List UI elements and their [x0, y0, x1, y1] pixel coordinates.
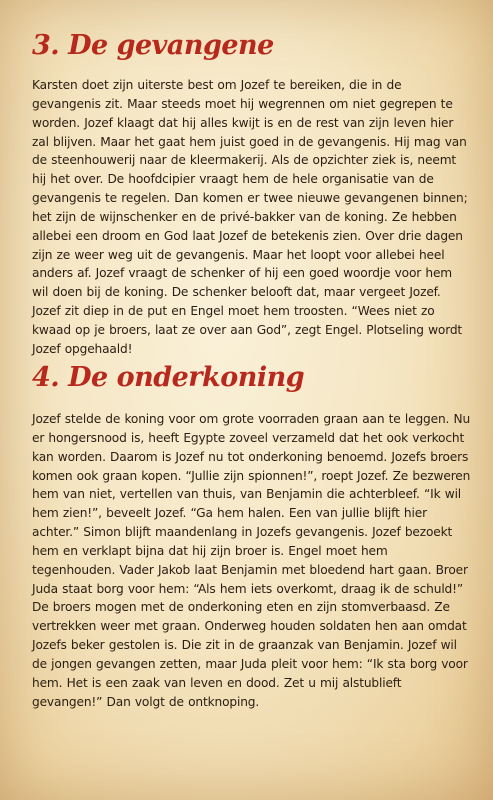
section-de-gevangene [32, 30, 472, 359]
section-heading: 4. De onderkoning [32, 362, 305, 393]
section-heading: 3. De gevangene [32, 30, 274, 61]
section-body-text: Karsten doet zijn uiterste best om Jozef te bereiken, die in de gevangenis zit. Maar steeds moet hij wegrennen om niet gegrepen te worden. Jozef klaagt dat hij alles kwijt is en de rest van zijn leven hier zal blijven. Maar het gaat hem juist goed in de gevangenis. Hij mag van de steenhouwerij naar de kleermakerij. Als de opzichter ziek is, neemt hij het over. De hoofdcipier vraagt hem de hele organisatie van de gevangenis te regelen. Dan komen er twee nieuwe gevangenen binnen; het zijn de wijnschenker en de privé-bakker van de koning. Ze hebben allebei een droom en God laat Jozef de betekenis zien. Over drie dagen zijn ze weer weg uit de gevangenis. Maar het loopt voor allebei heel anders af. Jozef vraagt de schenker of hij een goed woordje voor hem wil doen bij de koning. De schenker belooft dat, maar vergeet Jozef. Jozef zit diep in de put en Engel moet hem troosten. “Wees niet zo kwaad op je broers, laat ze over aan God”, zegt Engel. Plotseling wordt Jozef opgehaald! [32, 78, 468, 356]
section-body-text: Jozef stelde de koning voor om grote voorraden graan aan te leggen. Nu er hongersnood is, heeft Egypte zoveel verzameld dat het ook verkocht kan worden. Daarom is Jozef nu tot onderkoning benoemd. Jozefs broers komen ook graan kopen. “Jullie zijn spionnen!”, roept Jozef. Ze bezweren hem van niet, vertellen van thuis, van Benjamin die achterbleef. “Ik wil hem zien!”, beveelt Jozef. “Ga hem halen. Een van jullie blijft hier achter.” Simon blijft maandenlang in Jozefs gevangenis. Jozef bezoekt hem en verklapt bijna dat hij zijn broer is. Engel moet hem tegenhouden. Vader Jakob laat Benjamin met bloedend hart gaan. Broer Juda staat borg voor hem: “Als hem iets overkomt, draag ik de schuld!” De broers mogen met de onderkoning eten en zijn stomverbaasd. Ze vertrekken weer met graan. Onderweg houden soldaten hen aan omdat Jozefs beker gestolen is. Die zit in de graanzak van Benjamin. Jozef wil de jongen gevangen zetten, maar Juda pleit voor hem: “Ik sta borg voor hem. Het is een zaak van leven en dood. Zet u mij alstublieft gevangen!” Dan volgt de ontknoping. [32, 412, 471, 709]
section-de-onderkoning [32, 362, 472, 712]
